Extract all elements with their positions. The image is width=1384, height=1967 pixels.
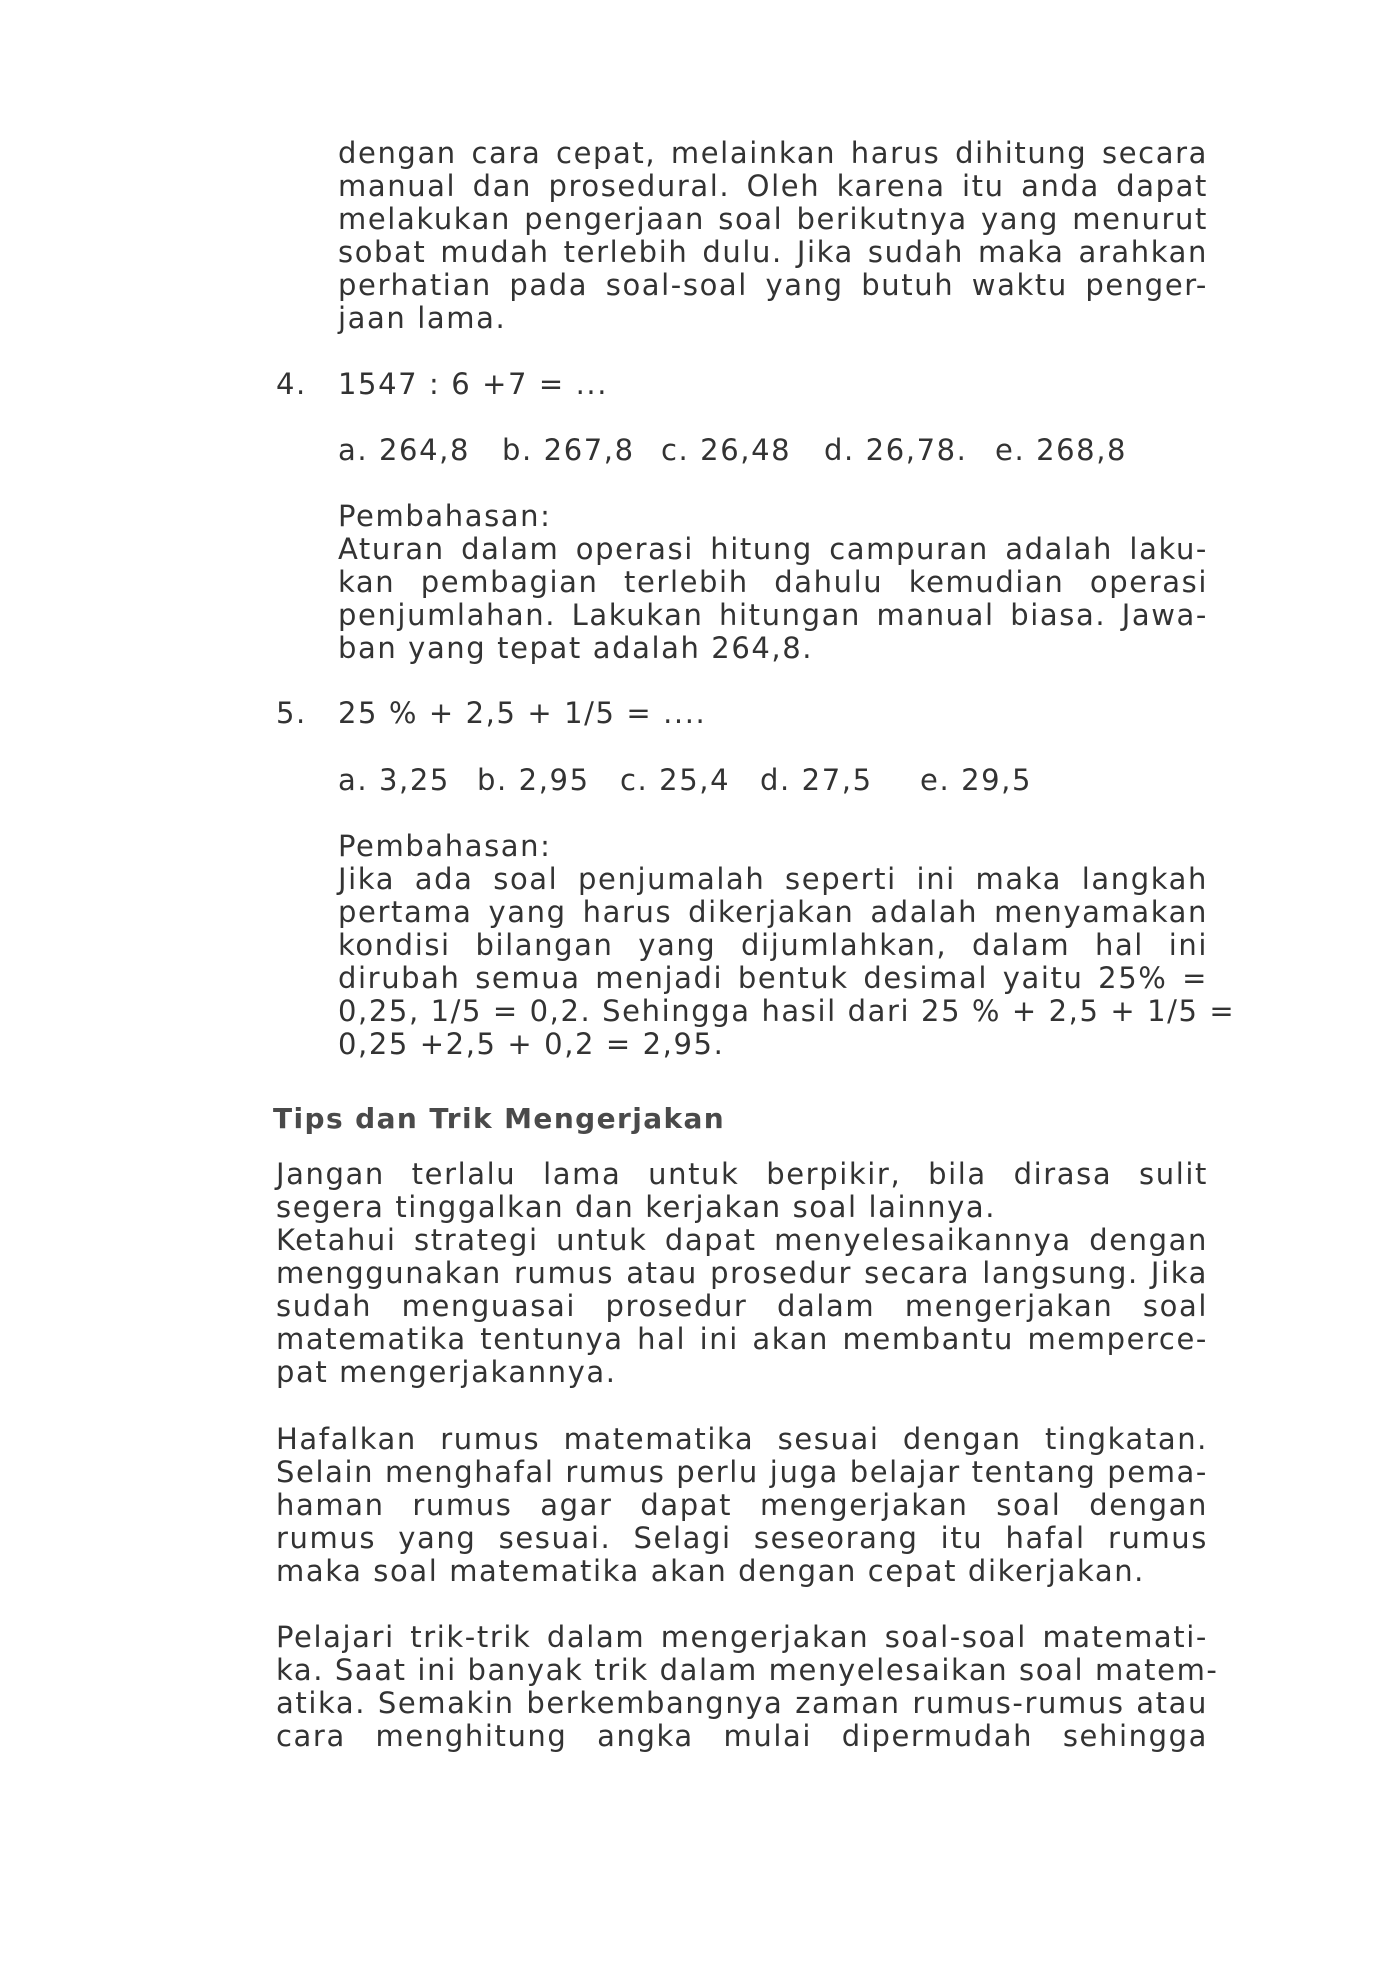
- option-c: c. 26,48: [661, 433, 792, 467]
- option-b: b. 267,8: [502, 433, 635, 467]
- text-line: ban yang tepat adalah 264,8.: [338, 631, 814, 665]
- text-line: atika. Semakin berkembangnya zaman rumus-rumus atau: [276, 1686, 1208, 1720]
- text-line: ka. Saat ini banyak trik dalam menyelesaikan soal matem-: [276, 1653, 1219, 1687]
- text-line: kondisi bilangan yang dijumlahkan, dalam hal ini: [338, 928, 1208, 962]
- text-line: manual dan prosedural. Oleh karena itu anda dapat: [338, 169, 1208, 203]
- discussion-paragraph: [338, 862, 1236, 1061]
- option-d: d. 27,5: [760, 763, 873, 797]
- text-line: 0,25, 1/5 = 0,2. Sehingga hasil dari 25 % + 2,5 + 1/5 =: [338, 994, 1236, 1028]
- tips-paragraph-1: [276, 1158, 1208, 1389]
- text-line: matematika tentunya hal ini akan membantu memperce-: [276, 1322, 1208, 1356]
- text-line: sobat mudah terlebih dulu. Jika sudah maka arahkan: [338, 235, 1208, 269]
- text-line: penjumlahan. Lakukan hitungan manual biasa. Jawa-: [338, 598, 1208, 632]
- discussion-paragraph: [338, 533, 1208, 665]
- text-line: sudah menguasai prosedur dalam mengerjakan soal: [276, 1289, 1208, 1323]
- text-line: Pelajari trik-trik dalam mengerjakan soal-soal matemati-: [276, 1620, 1208, 1654]
- question-text: 1547 : 6 +7 = ...: [338, 367, 609, 401]
- discussion-label: Pembahasan:: [338, 829, 552, 863]
- option-e: e. 268,8: [995, 433, 1128, 467]
- tips-paragraph-2: [276, 1423, 1208, 1588]
- text-line: Hafalkan rumus matematika sesuai dengan tingkatan.: [276, 1422, 1208, 1456]
- text-line: haman rumus agar dapat mengerjakan soal dengan: [276, 1488, 1208, 1522]
- question-number: 5.: [276, 696, 307, 730]
- tips-paragraph-3: [276, 1620, 1219, 1753]
- text-line: pat mengerjakannya.: [276, 1355, 617, 1389]
- option-b: b. 2,95: [477, 763, 590, 797]
- text-line: menggunakan rumus atau prosedur secara langsung. Jika: [276, 1256, 1208, 1290]
- text-line: kan pembagian terlebih dahulu kemudian operasi: [338, 565, 1208, 599]
- text-line: melakukan pengerjaan soal berikutnya yang menurut: [338, 202, 1208, 236]
- intro-paragraph: [338, 137, 1208, 335]
- text-line: perhatian pada soal-soal yang butuh waktu penger-: [338, 268, 1208, 302]
- text-line: Jika ada soal penjumalah seperti ini maka langkah: [338, 862, 1208, 896]
- option-a: a. 3,25: [338, 763, 450, 797]
- text-line: jaan lama.: [338, 301, 507, 335]
- text-line: dengan cara cepat, melainkan harus dihitung secara: [338, 136, 1208, 170]
- option-d: d. 26,78.: [824, 433, 968, 467]
- text-line: Jangan terlalu lama untuk berpikir, bila dirasa sulit: [276, 1157, 1208, 1191]
- text-line: cara menghitung angka mulai dipermudah sehingga: [276, 1719, 1208, 1753]
- text-line: dirubah semua menjadi bentuk desimal yaitu 25% =: [338, 961, 1208, 995]
- text-line: Selain menghafal rumus perlu juga belajar tentang pema-: [276, 1455, 1208, 1489]
- section-heading: Tips dan Trik Mengerjakan: [273, 1102, 726, 1135]
- text-line: 0,25 +2,5 + 0,2 = 2,95.: [338, 1027, 725, 1061]
- text-line: pertama yang harus dikerjakan adalah menyamakan: [338, 895, 1208, 929]
- discussion-label: Pembahasan:: [338, 499, 552, 533]
- option-a: a. 264,8: [338, 433, 471, 467]
- option-e: e. 29,5: [920, 763, 1033, 797]
- option-c: c. 25,4: [620, 763, 731, 797]
- question-number: 4.: [276, 367, 307, 401]
- text-line: Ketahui strategi untuk dapat menyelesaikannya dengan: [276, 1223, 1208, 1257]
- question-text: 25 % + 2,5 + 1/5 = ....: [338, 696, 707, 730]
- text-line: maka soal matematika akan dengan cepat dikerjakan.: [276, 1554, 1146, 1588]
- text-line: rumus yang sesuai. Selagi seseorang itu hafal rumus: [276, 1521, 1208, 1555]
- text-line: Aturan dalam operasi hitung campuran adalah laku-: [338, 532, 1208, 566]
- text-line: segera tinggalkan dan kerjakan soal lainnya.: [276, 1190, 997, 1224]
